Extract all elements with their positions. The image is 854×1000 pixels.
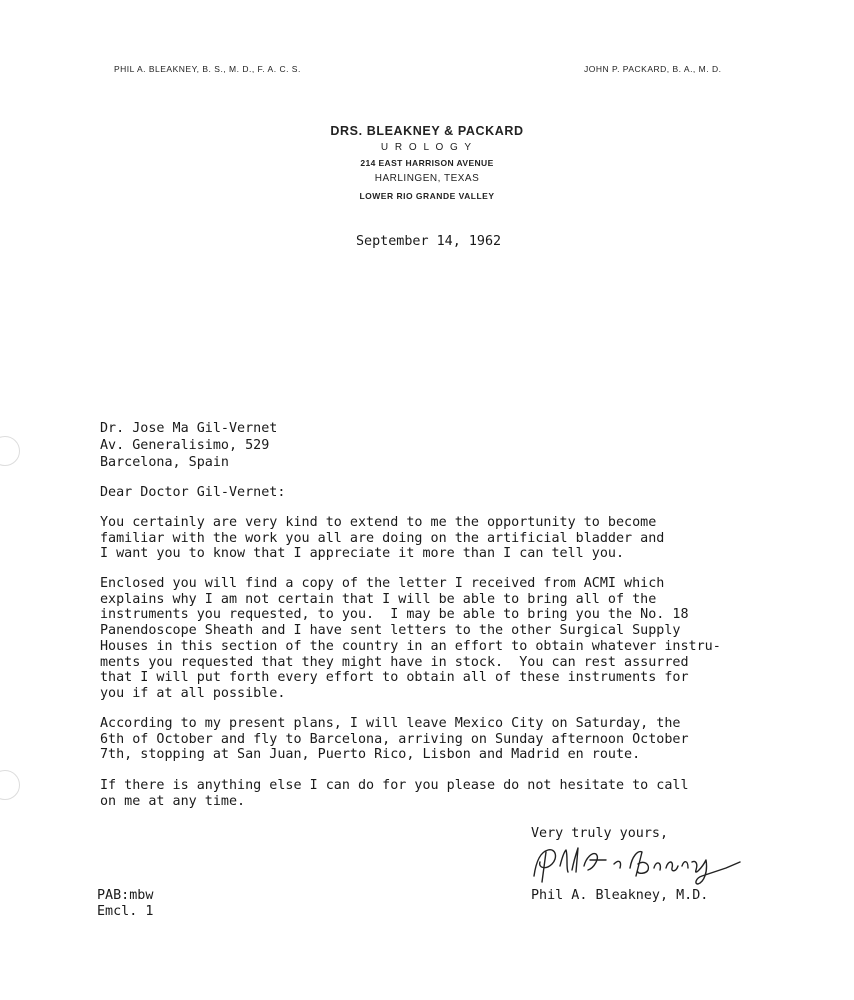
letterhead-right-name: JOHN P. PACKARD, B. A., M. D. xyxy=(584,64,722,74)
signature-name: Phil A. Bleakney, M.D. xyxy=(531,888,709,903)
letter-date: September 14, 1962 xyxy=(356,234,502,249)
recipient-street: Av. Generalisimo, 529 xyxy=(100,438,270,453)
handwritten-signature xyxy=(526,838,746,890)
body-paragraph-2: Enclosed you will find a copy of the letter I received from ACMI which explains why I am not certain that I will be able to bring all of the instruments you requested, to you. I may be able to bring you the No. 18 Panendoscope Sheath and I have sent letters to the other Surgical Supply Houses in this section of the country in an effort to obtain whatever instru- ments you requested that they might have in stock. You can rest assurred that I will put forth every effort to obtain all of these instruments for you if at all possible. xyxy=(100,576,721,701)
salutation: Dear Doctor Gil-Vernet: xyxy=(100,485,286,500)
punch-hole-bottom xyxy=(0,770,20,800)
closing: Very truly yours, xyxy=(531,826,669,841)
enclosure-note: Emcl. 1 xyxy=(97,904,154,919)
recipient-city: Barcelona, Spain xyxy=(100,455,229,470)
letterhead-street: 214 EAST HARRISON AVENUE xyxy=(360,158,494,168)
body-paragraph-3: According to my present plans, I will leave Mexico City on Saturday, the 6th of October and fly to Barcelona, arriving on Sunday afternoon October 7th, stopping at San Juan, Puerto Rico, Lisbon and Madrid en route. xyxy=(100,716,689,763)
letterhead-region: LOWER RIO GRANDE VALLEY xyxy=(359,191,495,201)
body-paragraph-4: If there is anything else I can do for you please do not hesitate to call on me at any time. xyxy=(100,778,689,809)
recipient-name: Dr. Jose Ma Gil-Vernet xyxy=(100,421,278,436)
letterhead-city: HARLINGEN, TEXAS xyxy=(374,173,480,184)
punch-hole-top xyxy=(0,436,20,466)
body-paragraph-1: You certainly are very kind to extend to me the opportunity to become familiar with the work you all are doing on the artificial bladder and I want you to know that I appreciate it more than I can tell you. xyxy=(100,515,665,562)
initials: PAB:mbw xyxy=(97,888,154,903)
letterhead-firm: DRS. BLEAKNEY & PACKARD xyxy=(330,124,524,138)
letterhead-left-name: PHIL A. BLEAKNEY, B. S., M. D., F. A. C. S. xyxy=(114,64,301,74)
letterhead-specialty: U R O L O G Y xyxy=(380,142,474,153)
